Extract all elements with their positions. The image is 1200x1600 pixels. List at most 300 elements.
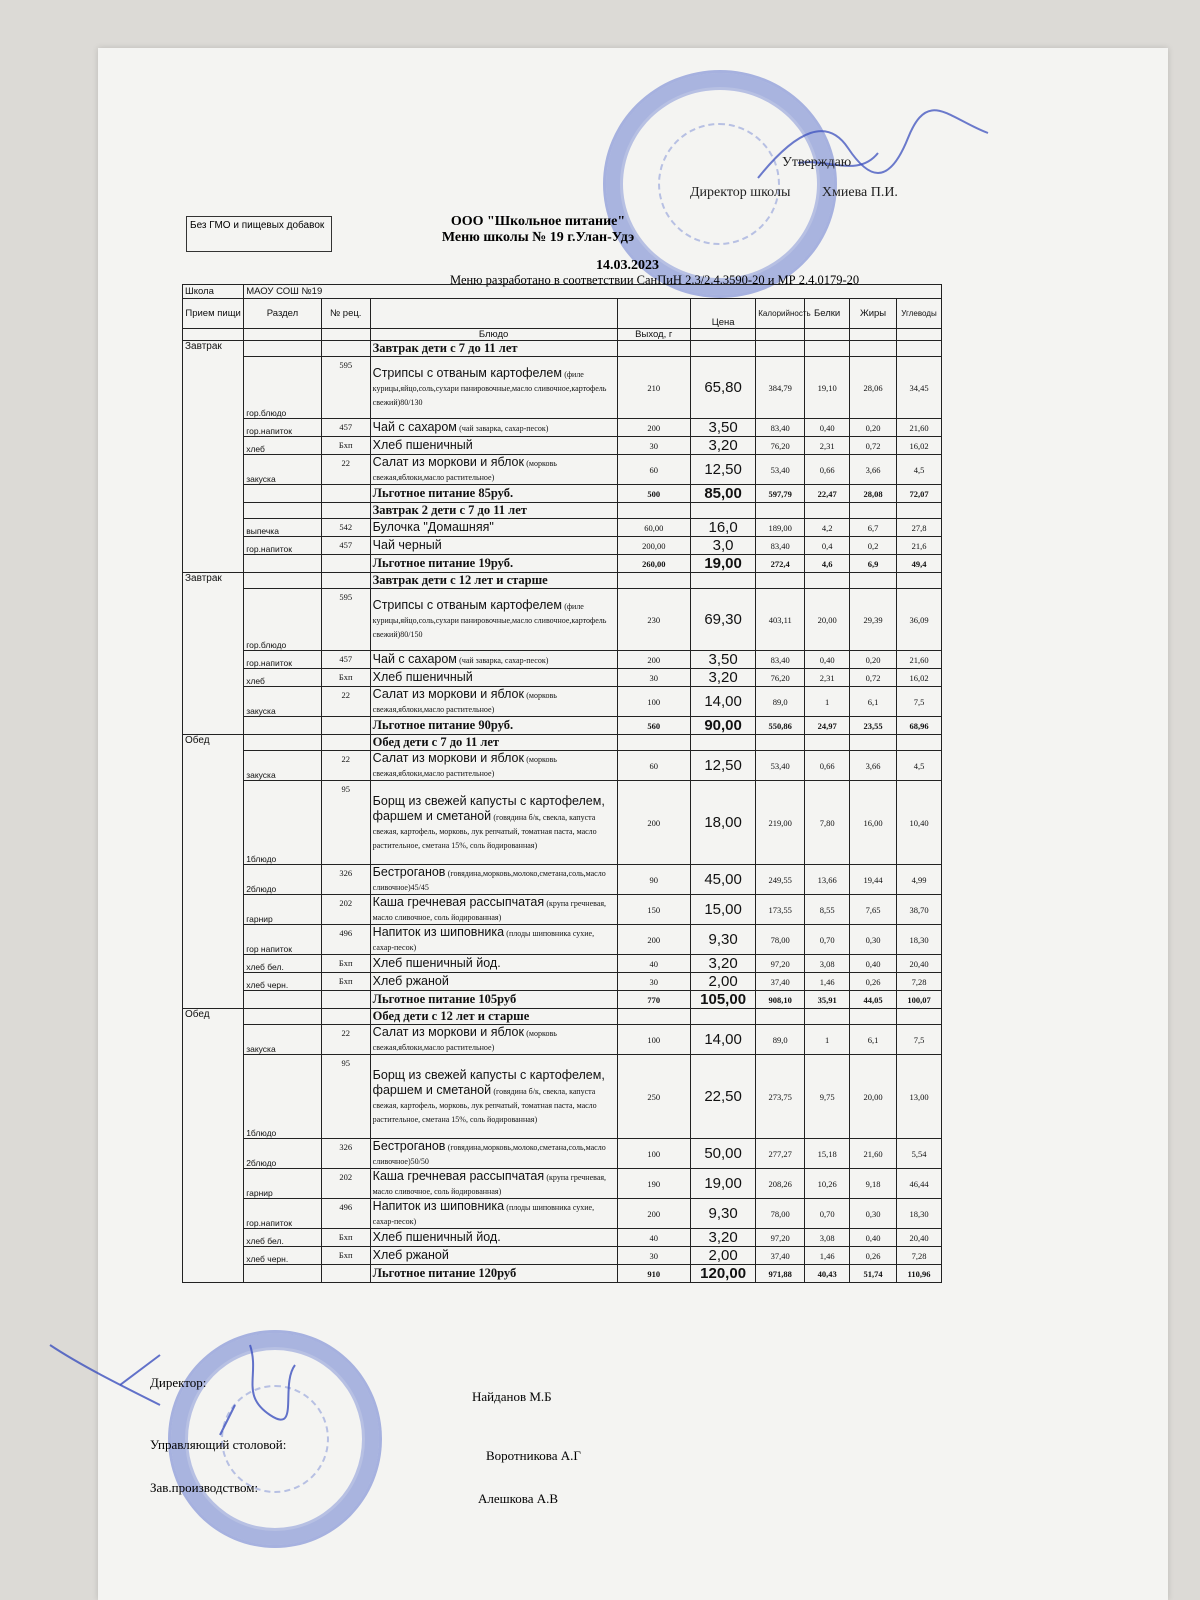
total-title: Льготное питание 105руб [370,991,617,1009]
group-title: Завтрак дети с 7 до 11 лет [370,341,617,357]
dish-cell [370,1199,617,1229]
dish-name: Салат из моркови и яблок [372,1025,524,1039]
dish-cell [370,1025,617,1055]
recipe-number: 22 [321,1025,370,1055]
recipe-number: 496 [321,1199,370,1229]
price-value: 3,0 [690,537,755,555]
protein-value: 20,00 [805,589,850,651]
recipe-number: 95 [321,781,370,865]
table-row [183,1247,942,1265]
school-name: МАОУ СОШ №19 [244,285,942,299]
price-value: 15,00 [690,895,755,925]
section-name: гор.блюдо [244,357,322,419]
total-protein: 22,47 [805,485,850,503]
protein-value: 4,2 [805,519,850,537]
total-kcal: 550,86 [756,717,805,735]
dish-name: Борщ из свежей капусты с картофелем, фаршем и сметаной [372,1067,605,1097]
fat-value: 0,40 [850,1229,897,1247]
yield-value: 150 [617,895,690,925]
director-name: Хмиева П.И. [821,185,898,200]
yield-value: 90 [617,865,690,895]
dish-cell [370,455,617,485]
empty-cell [897,573,942,589]
dish-composition: (говядина б/к, свекла, капуста свежая, картофель, морковь, лук репчатый, томатная паста, масло растительное, сметана 15%, соль йодированная) [372,812,597,850]
yield-value: 100 [617,687,690,717]
recipe-number: 457 [321,419,370,437]
dish-composition: (крупа гречневая, масло сливочное, соль йодированная) [372,899,607,922]
table-row [183,1139,942,1169]
dish-name: Бестроганов [372,1139,446,1153]
kcal-value: 97,20 [756,955,805,973]
fat-value: 7,65 [850,895,897,925]
empty-cell [617,735,690,751]
price-value: 3,20 [690,669,755,687]
recipe-number: Бхп [321,437,370,455]
dish-cell [370,437,617,455]
fat-value: 3,66 [850,455,897,485]
dish-name: Чай с сахаром [372,652,457,666]
total-protein: 4,6 [805,555,850,573]
price-value: 16,0 [690,519,755,537]
dish-cell [370,751,617,781]
kcal-value: 403,11 [756,589,805,651]
group-title: Завтрак 2 дети с 7 до 11 лет [370,503,617,519]
empty-cell [321,555,370,573]
kcal-value: 83,40 [756,537,805,555]
total-yield: 770 [617,991,690,1009]
table-row [183,419,942,437]
total-carbs: 110,96 [897,1265,942,1283]
dish-name: Булочка "Домашняя" [372,520,494,534]
yield-value: 200 [617,1199,690,1229]
dish-name: Борщ из свежей капусты с картофелем, фаршем и сметаной [372,793,605,823]
empty-cell [244,503,322,519]
table-row [183,973,942,991]
carbs-value: 7,5 [897,687,942,717]
protein-value: 0,70 [805,925,850,955]
section-name: гор.напиток [244,419,322,437]
price-value: 65,80 [690,357,755,419]
yield-value: 210 [617,357,690,419]
recipe-number: Бхп [321,1229,370,1247]
col-kcal: Калорийность [756,299,805,329]
dish-cell [370,1055,617,1139]
kcal-value: 249,55 [756,865,805,895]
protein-value: 1 [805,1025,850,1055]
section-name: закуска [244,687,322,717]
section-name: гарнир [244,1169,322,1199]
recipe-number: Бхп [321,669,370,687]
protein-value: 0,40 [805,651,850,669]
empty-cell [321,1009,370,1025]
section-name: хлеб [244,669,322,687]
fat-value: 6,1 [850,687,897,717]
total-price: 120,00 [690,1265,755,1283]
yield-value: 40 [617,955,690,973]
fat-value: 0,30 [850,1199,897,1229]
table-row [183,955,942,973]
school-label: Школа [183,285,244,299]
price-value: 3,50 [690,419,755,437]
fat-value: 0,72 [850,669,897,687]
footer-director-name: Найданов М.Б [472,1389,552,1404]
empty-cell [617,1009,690,1025]
dish-cell [370,1169,617,1199]
dish-cell [370,1247,617,1265]
dish-cell [370,973,617,991]
sanpin-note: Меню разработано в соответствии СанПиН 2.3/2.4.3590-20 и МР 2.4.0179-20 [450,273,860,287]
empty-cell [756,341,805,357]
carbs-value: 7,28 [897,1247,942,1265]
dish-name: Хлеб пшеничный [372,670,473,684]
footer-director-label: Директор: [150,1375,207,1390]
empty-cell [244,555,322,573]
total-row [183,1265,942,1283]
empty-cell [756,1009,805,1025]
protein-value: 15,18 [805,1139,850,1169]
col-meal: Прием пищи [183,299,244,329]
empty-cell [690,1009,755,1025]
dish-name: Салат из моркови и яблок [372,455,524,469]
price-value: 69,30 [690,589,755,651]
price-value: 14,00 [690,1025,755,1055]
table-row [183,1025,942,1055]
recipe-number: 326 [321,1139,370,1169]
price-value: 9,30 [690,1199,755,1229]
meal-section-label: Завтрак [183,341,244,573]
empty-cell [897,1009,942,1025]
empty-cell [321,735,370,751]
col-dish-header [370,299,617,329]
table-row [183,1199,942,1229]
total-carbs: 68,96 [897,717,942,735]
carbs-value: 4,5 [897,455,942,485]
empty-cell [690,573,755,589]
dish-name: Хлеб ржаной [372,974,449,988]
empty-cell [850,1009,897,1025]
dish-composition: (филе курицы,яйцо,соль,сухари панировочные,масло сливочное,картофель свежий)80/150 [372,602,607,639]
total-fat: 28,08 [850,485,897,503]
fat-value: 0,20 [850,651,897,669]
carbs-value: 4,99 [897,865,942,895]
total-price: 105,00 [690,991,755,1009]
empty-cell [617,503,690,519]
dish-cell [370,781,617,865]
fat-value: 28,06 [850,357,897,419]
protein-value: 0,4 [805,537,850,555]
total-title: Льготное питание 19руб. [370,555,617,573]
approval-block [690,148,926,208]
section-name: хлеб черн. [244,973,322,991]
yield-value: 190 [617,1169,690,1199]
dish-composition: (крупа гречневая, масло сливочное, соль йодированная) [372,1173,607,1196]
footer-production-label: Зав.производством: [150,1480,259,1495]
yield-value: 30 [617,437,690,455]
carbs-value: 38,70 [897,895,942,925]
fat-value: 21,60 [850,1139,897,1169]
fat-value: 0,20 [850,419,897,437]
dish-cell [370,687,617,717]
empty-cell [690,503,755,519]
empty-cell [244,717,322,735]
carbs-value: 21,6 [897,537,942,555]
dish-cell [370,669,617,687]
total-price: 90,00 [690,717,755,735]
total-row [183,717,942,735]
carbs-value: 20,40 [897,1229,942,1247]
carbs-value: 34,45 [897,357,942,419]
protein-value: 0,66 [805,455,850,485]
kcal-value: 53,40 [756,455,805,485]
section-name: 2блюдо [244,1139,322,1169]
yield-value: 250 [617,1055,690,1139]
carbs-value: 5,54 [897,1139,942,1169]
menu-table [182,284,942,1283]
section-name: 1блюдо [244,781,322,865]
table-row [183,589,942,651]
dish-cell [370,865,617,895]
fat-value: 6,7 [850,519,897,537]
carbs-value: 21,60 [897,651,942,669]
dish-composition: (морковь свежая,яблоки,масло растительное) [372,459,557,482]
yield-value: 200 [617,925,690,955]
footer-production-name: Алешкова А.В [478,1491,559,1506]
table-row [183,437,942,455]
protein-value: 0,40 [805,419,850,437]
kcal-value: 78,00 [756,1199,805,1229]
table-row [183,1055,942,1139]
dish-cell [370,1229,617,1247]
empty-cell [617,341,690,357]
approved-label: Утверждаю [782,155,852,170]
recipe-number: 496 [321,925,370,955]
empty-cell [690,341,755,357]
empty-cell [321,991,370,1009]
price-value: 12,50 [690,751,755,781]
section-name: гор.блюдо [244,589,322,651]
group-title: Завтрак дети с 12 лет и старше [370,573,617,589]
yield-value: 40 [617,1229,690,1247]
empty-cell [244,341,322,357]
section-name: гарнир [244,895,322,925]
total-carbs: 72,07 [897,485,942,503]
carbs-value: 36,09 [897,589,942,651]
price-value: 45,00 [690,865,755,895]
table-row [183,687,942,717]
carbs-value: 18,30 [897,925,942,955]
group-title: Обед дети с 7 до 11 лет [370,735,617,751]
meal-section-label: Завтрак [183,573,244,735]
protein-value: 10,26 [805,1169,850,1199]
section-name: закуска [244,455,322,485]
section-name: 2блюдо [244,865,322,895]
yield-value: 60 [617,751,690,781]
total-title: Льготное питание 90руб. [370,717,617,735]
kcal-value: 384,79 [756,357,805,419]
section-name: гор напиток [244,925,322,955]
meal-section-label: Обед [183,735,244,1009]
col-recipe: № рец. [321,299,370,329]
carbs-value: 21,60 [897,419,942,437]
dish-name: Напиток из шиповника [372,1199,505,1213]
protein-value: 1 [805,687,850,717]
recipe-number: Бхп [321,1247,370,1265]
table-row [183,537,942,555]
protein-value: 2,31 [805,437,850,455]
col-price: Цена [690,299,755,329]
dish-name: Бестроганов [372,865,446,879]
yield-value: 100 [617,1025,690,1055]
kcal-value: 277,27 [756,1139,805,1169]
empty-cell [244,991,322,1009]
section-name: хлеб [244,437,322,455]
section-name: 1блюдо [244,1055,322,1139]
kcal-value: 219,00 [756,781,805,865]
carbs-value: 7,28 [897,973,942,991]
dish-name: Чай черный [372,538,442,552]
empty-cell [244,735,322,751]
section-name: хлеб черн. [244,1247,322,1265]
empty-cell [897,735,942,751]
dish-name: Салат из моркови и яблок [372,751,524,765]
meal-section-label: Обед [183,1009,244,1283]
fat-value: 0,26 [850,973,897,991]
total-protein: 24,97 [805,717,850,735]
kcal-value: 76,20 [756,437,805,455]
dish-composition: (филе курицы,яйцо,соль,сухари панировочные,масло сливочное,картофель свежий)80/130 [372,370,607,407]
protein-value: 1,46 [805,1247,850,1265]
kcal-value: 208,26 [756,1169,805,1199]
price-value: 50,00 [690,1139,755,1169]
dish-composition: (плоды шиповника сухие, сахар-песок) [372,929,595,952]
price-value: 3,20 [690,1229,755,1247]
protein-value: 7,80 [805,781,850,865]
recipe-number: Бхп [321,955,370,973]
section-name: закуска [244,1025,322,1055]
table-row [183,455,942,485]
col-protein: Белки [805,299,850,329]
protein-value: 1,46 [805,973,850,991]
dish-composition: (морковь свежая,яблоки,масло растительное) [372,1029,557,1052]
table-row [183,895,942,925]
dish-cell [370,537,617,555]
recipe-number: 22 [321,455,370,485]
fat-value: 0,72 [850,437,897,455]
carbs-value: 27,8 [897,519,942,537]
kcal-value: 89,0 [756,687,805,717]
empty-cell [321,1265,370,1283]
empty-cell [244,1265,322,1283]
col-section: Раздел [244,299,322,329]
protein-value: 3,08 [805,1229,850,1247]
empty-cell [756,735,805,751]
dish-name: Хлеб пшеничный йод. [372,1230,501,1244]
table-row [183,751,942,781]
price-value: 18,00 [690,781,755,865]
section-name: гор.напиток [244,1199,322,1229]
yield-value: 30 [617,1247,690,1265]
carbs-value: 4,5 [897,751,942,781]
dish-composition: (говядина,морковь,молоко,сметана,соль,масло сливочное)45/45 [372,869,606,892]
empty-cell [321,341,370,357]
recipe-number: 202 [321,895,370,925]
table-row [183,781,942,865]
total-protein: 35,91 [805,991,850,1009]
empty-cell [244,485,322,503]
document-title [378,214,698,246]
table-row [183,519,942,537]
total-kcal: 971,88 [756,1265,805,1283]
protein-value: 19,10 [805,357,850,419]
total-yield: 910 [617,1265,690,1283]
empty-cell [805,503,850,519]
col-fat: Жиры [850,299,897,329]
price-value: 19,00 [690,1169,755,1199]
empty-cell [897,341,942,357]
protein-value: 0,66 [805,751,850,781]
price-value: 3,20 [690,955,755,973]
footer-canteen-name: Воротникова А.Г [486,1448,581,1463]
yield-value: 30 [617,669,690,687]
recipe-number: 595 [321,589,370,651]
total-fat: 23,55 [850,717,897,735]
total-kcal: 272,4 [756,555,805,573]
empty-cell [805,1009,850,1025]
empty-cell [690,735,755,751]
dish-cell [370,895,617,925]
section-name: выпечка [244,519,322,537]
recipe-number: 22 [321,751,370,781]
group-title: Обед дети с 12 лет и старше [370,1009,617,1025]
total-yield: 500 [617,485,690,503]
menu-title: Меню школы № 19 г.Улан-Удэ [441,230,635,245]
fat-value: 3,66 [850,751,897,781]
empty-cell [850,735,897,751]
dish-cell [370,651,617,669]
empty-cell [321,503,370,519]
price-value: 3,20 [690,437,755,455]
section-name: гор.напиток [244,651,322,669]
kcal-value: 83,40 [756,651,805,669]
yield-value: 60 [617,455,690,485]
empty-cell [321,573,370,589]
carbs-value: 18,30 [897,1199,942,1229]
recipe-number: Бхп [321,973,370,991]
table-row [183,1169,942,1199]
empty-cell [850,341,897,357]
dish-cell [370,1139,617,1169]
kcal-value: 53,40 [756,751,805,781]
recipe-number: 595 [321,357,370,419]
empty-cell [321,717,370,735]
recipe-number: 202 [321,1169,370,1199]
empty-cell [805,573,850,589]
total-title: Льготное питание 85руб. [370,485,617,503]
dish-name: Хлеб пшеничный йод. [372,956,501,970]
empty-cell [321,485,370,503]
price-value: 2,00 [690,973,755,991]
table-row [183,1229,942,1247]
price-value: 12,50 [690,455,755,485]
table-row [183,357,942,419]
yield-value: 200 [617,651,690,669]
kcal-value: 37,40 [756,973,805,991]
total-kcal: 908,10 [756,991,805,1009]
empty-cell [897,503,942,519]
price-value: 22,50 [690,1055,755,1139]
protein-value: 8,55 [805,895,850,925]
total-carbs: 100,07 [897,991,942,1009]
